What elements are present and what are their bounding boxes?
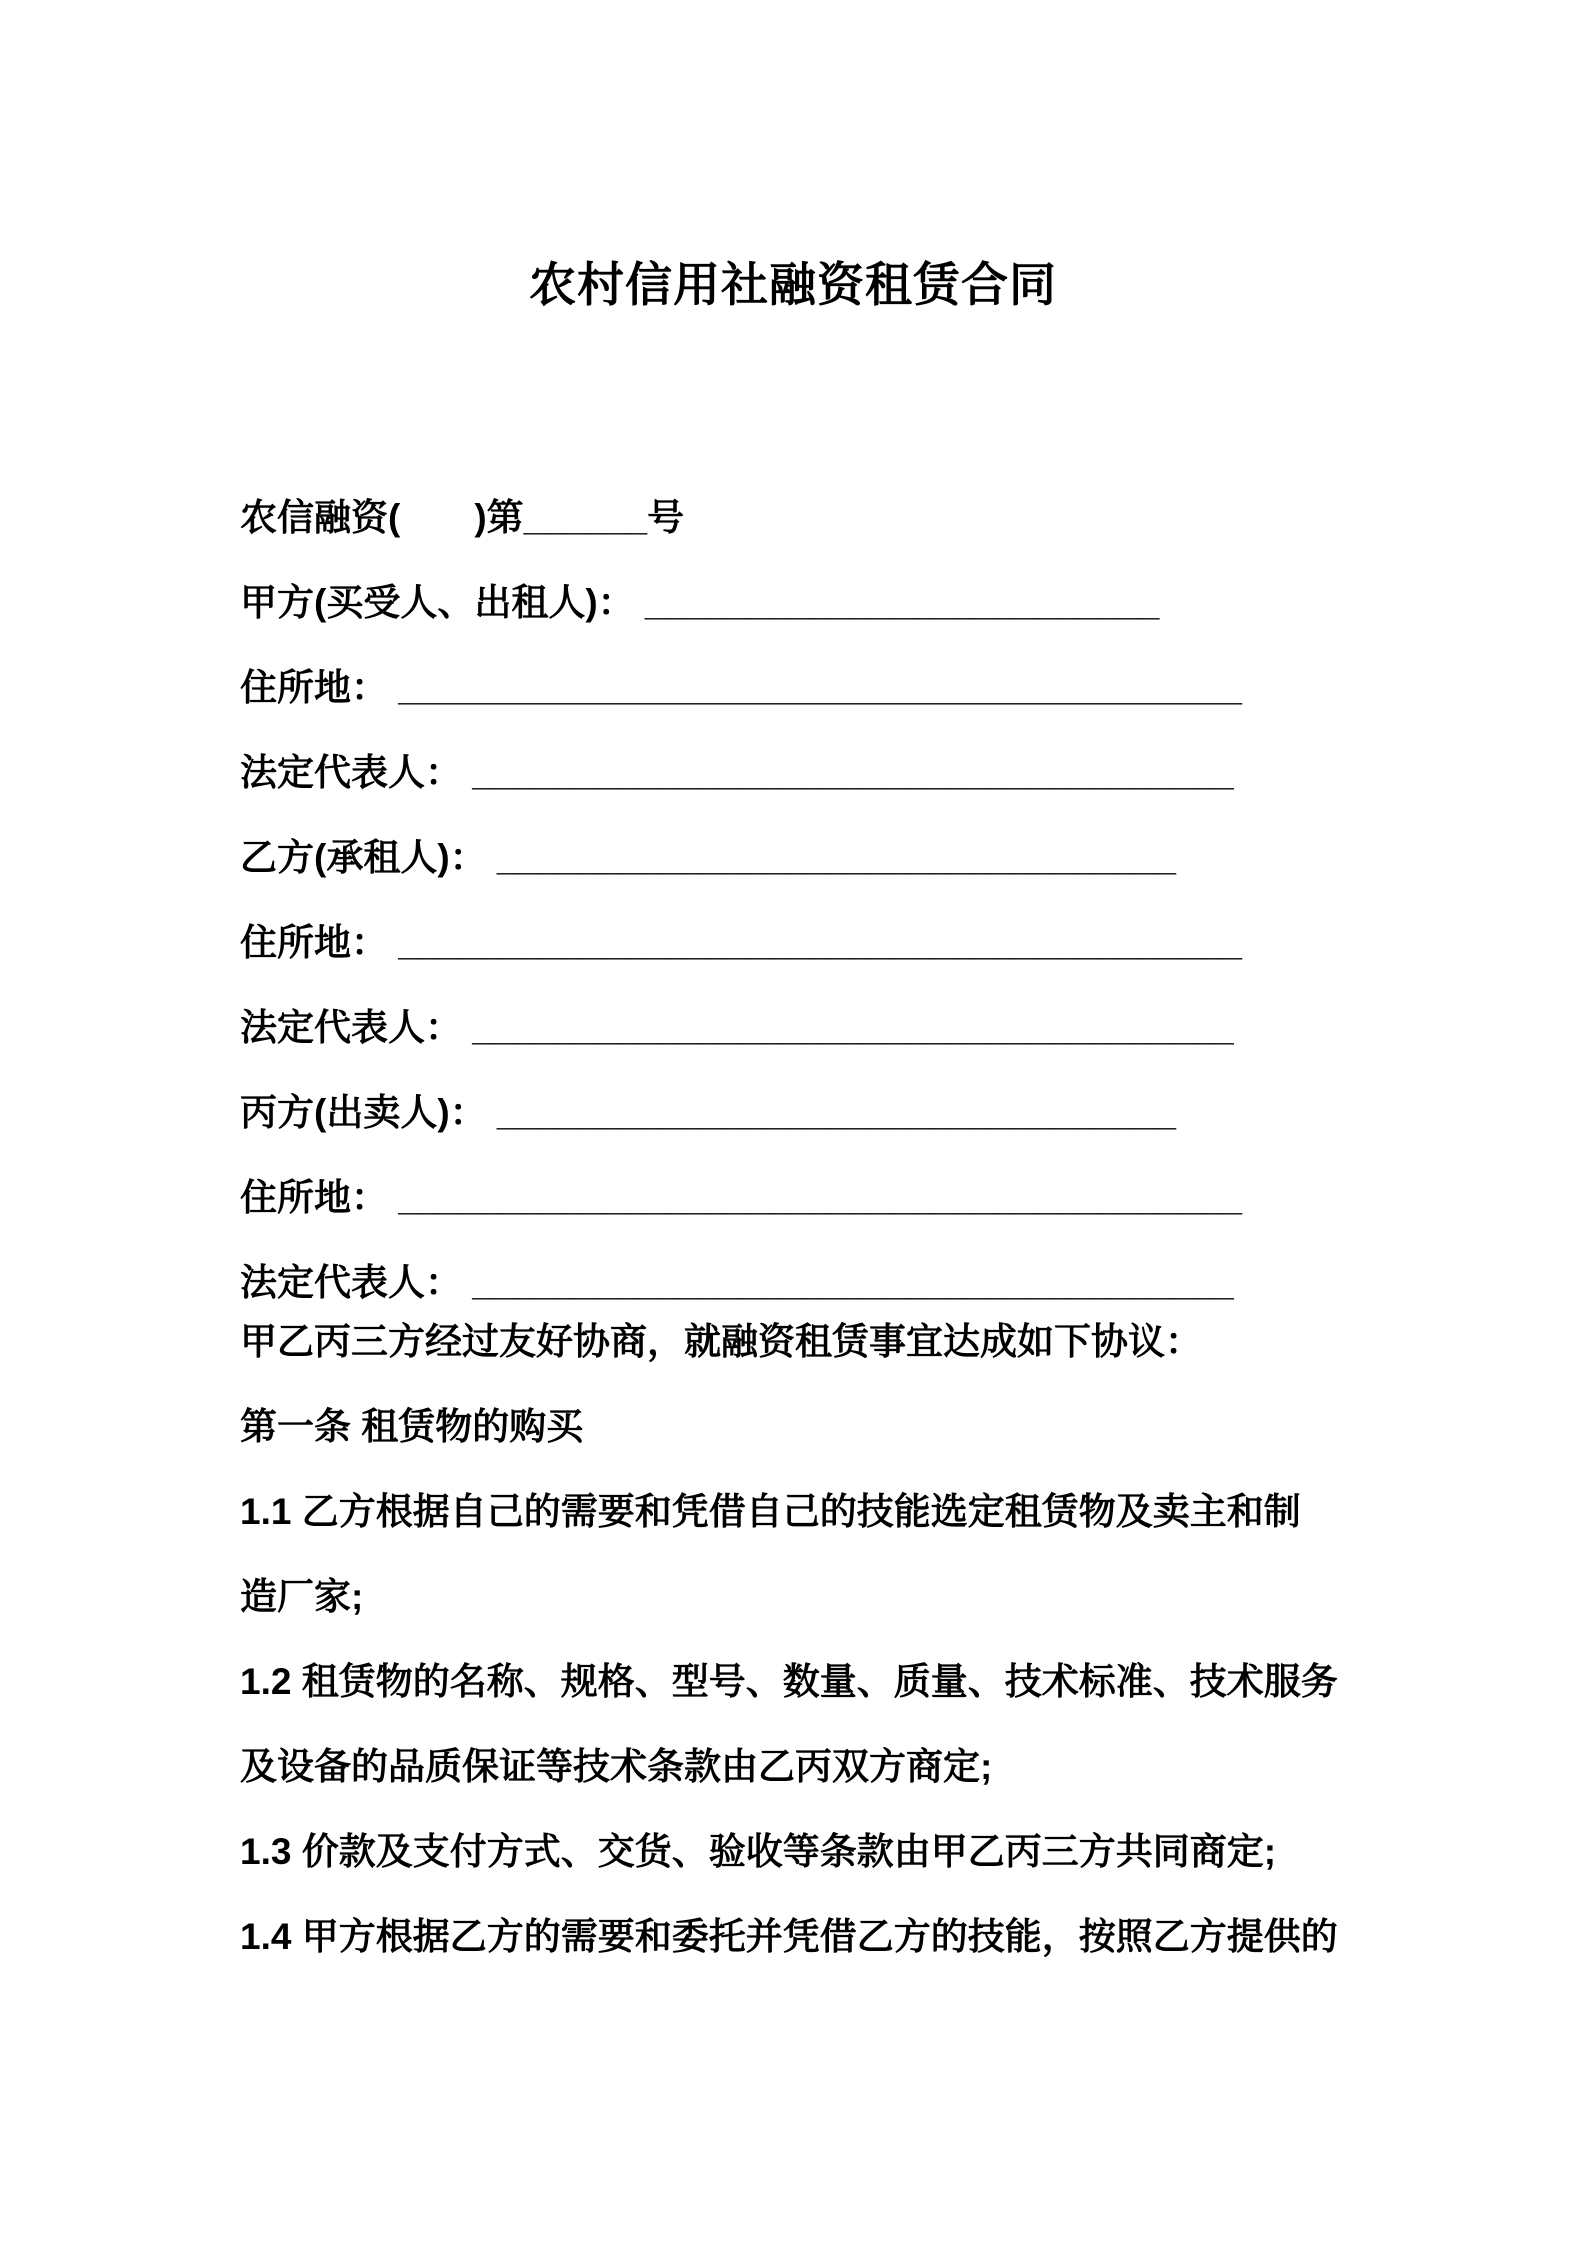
party-b-address-line: 住所地： _________________________________________ [240, 921, 1242, 963]
document-body [240, 475, 1346, 1979]
section-1-heading: 第一条 租赁物的购买 [240, 1405, 584, 1447]
document-title: 农村信用社融资租赁合同 [529, 258, 1057, 311]
clause-1-3-line-1: 1.3 价款及支付方式、交货、验收等条款由甲乙丙三方共同商定; [240, 1830, 1277, 1872]
clause-1-2-line-2: 及设备的品质保证等技术条款由乙丙双方商定; [240, 1745, 993, 1787]
clause-1-1-line-2: 造厂家; [240, 1575, 364, 1617]
party-c-representative-line: 法定代表人： _____________________________________ [240, 1261, 1234, 1303]
party-a-representative-line: 法定代表人： _____________________________________ [240, 751, 1234, 793]
party-c-address-line: 住所地： _________________________________________ [240, 1176, 1242, 1218]
party-b-line: 乙方(承租人)： _________________________________ [240, 836, 1176, 878]
party-c-line: 丙方(出卖人)： _________________________________ [240, 1091, 1176, 1133]
contract-number-line: 农信融资( )第______号 [240, 496, 685, 538]
clause-1-4-line-1: 1.4 甲方根据乙方的需要和委托并凭借乙方的技能，按照乙方提供的 [240, 1915, 1338, 1957]
party-a-address-line: 住所地： _________________________________________ [240, 666, 1242, 708]
party-a-line: 甲方(买受人、出租人)： _________________________ [240, 581, 1160, 623]
clause-1-2-line-1: 1.2 租赁物的名称、规格、型号、数量、质量、技术标准、技术服务 [240, 1660, 1338, 1702]
preamble-line: 甲乙丙三方经过友好协商，就融资租赁事宜达成如下协议： [240, 1320, 1202, 1362]
party-b-representative-line: 法定代表人： _____________________________________ [240, 1006, 1234, 1048]
clause-1-1-line-1: 1.1 乙方根据自己的需要和凭借自己的技能选定租赁物及卖主和制 [240, 1490, 1301, 1532]
